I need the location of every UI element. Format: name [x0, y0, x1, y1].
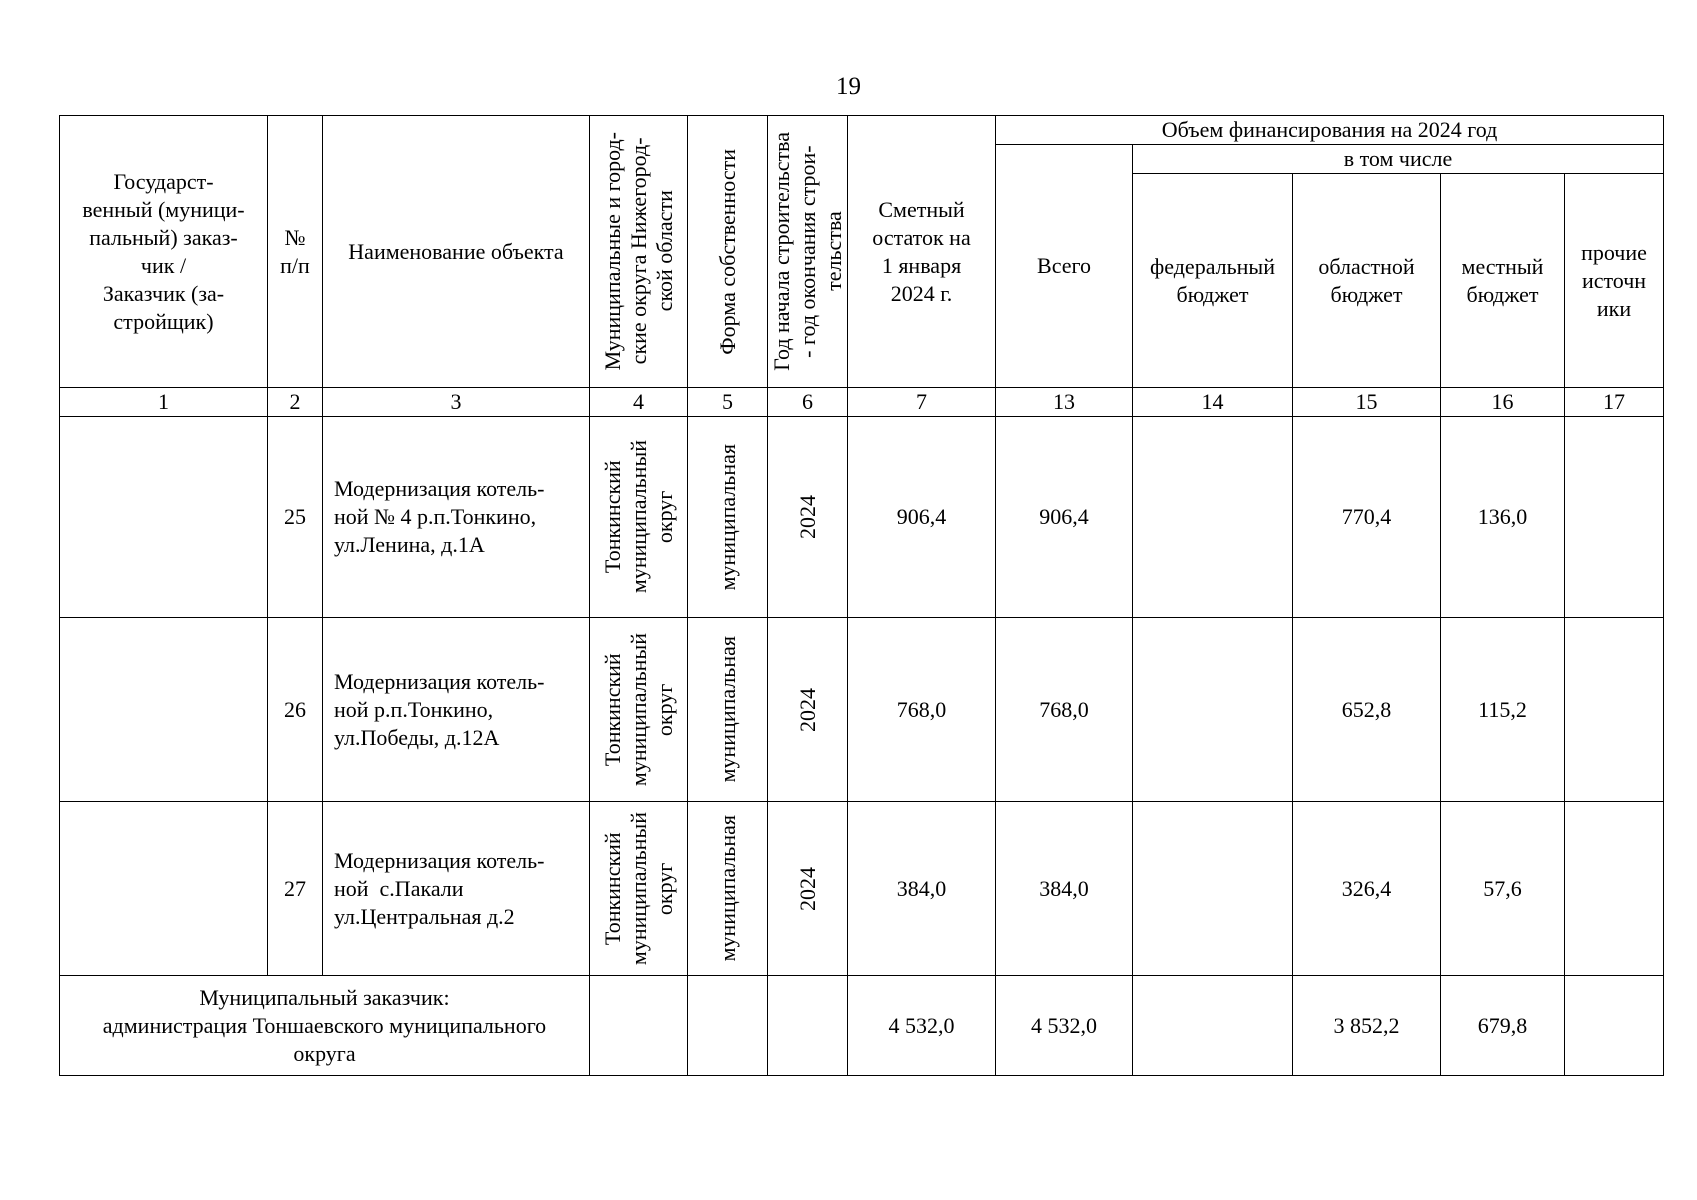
object-name: Модернизация котель- ной с.Пакали ул.Центральная д.2: [323, 802, 590, 976]
federal-cell: [1133, 802, 1293, 976]
header-municipal: Муниципальные и город- ские округа Нижегород- ской области: [590, 116, 688, 388]
summary-other: [1565, 976, 1664, 1076]
column-number: 17: [1565, 388, 1664, 417]
table-row: [60, 802, 1664, 976]
ownership-cell: муниципальная: [688, 417, 768, 618]
summary-local: 679,8: [1441, 976, 1565, 1076]
customer-cell: [60, 417, 268, 618]
column-number: 15: [1293, 388, 1441, 417]
page-number: 19: [836, 73, 861, 100]
header-other: прочие источн ики: [1565, 174, 1664, 388]
table-row: [60, 618, 1664, 802]
regional-cell: 770,4: [1293, 417, 1441, 618]
column-number: 6: [768, 388, 848, 417]
total-cell: 384,0: [996, 802, 1133, 976]
other-cell: [1565, 618, 1664, 802]
ownership-cell: муниципальная: [688, 802, 768, 976]
municipal-cell: Тонкинский муниципальный округ: [590, 417, 688, 618]
header-object-name: Наименование объекта: [323, 116, 590, 388]
summary-estimate: 4 532,0: [848, 976, 996, 1076]
federal-cell: [1133, 618, 1293, 802]
summary-total: 4 532,0: [996, 976, 1133, 1076]
header-local: местный бюджет: [1441, 174, 1565, 388]
row-number: 26: [268, 618, 323, 802]
local-cell: 57,6: [1441, 802, 1565, 976]
row-number: 25: [268, 417, 323, 618]
other-cell: [1565, 802, 1664, 976]
column-number: 14: [1133, 388, 1293, 417]
summary-row: [60, 976, 1664, 1076]
customer-cell: [60, 802, 268, 976]
years-cell: 2024: [768, 802, 848, 976]
header-number: № п/п: [268, 116, 323, 388]
column-number: 16: [1441, 388, 1565, 417]
column-number: 2: [268, 388, 323, 417]
row-number: 27: [268, 802, 323, 976]
column-number: 5: [688, 388, 768, 417]
estimate-cell: 906,4: [848, 417, 996, 618]
financing-table: [59, 115, 1664, 1076]
column-number: 3: [323, 388, 590, 417]
municipal-cell: Тонкинский муниципальный округ: [590, 802, 688, 976]
header-including: в том числе: [1133, 145, 1664, 174]
header-funding-title: Объем финансирования на 2024 год: [996, 116, 1664, 145]
object-name: Модернизация котель- ной № 4 р.п.Тонкино, ул.Ленина, д.1А: [323, 417, 590, 618]
years-cell: 2024: [768, 417, 848, 618]
regional-cell: 326,4: [1293, 802, 1441, 976]
estimate-cell: 384,0: [848, 802, 996, 976]
column-number: 4: [590, 388, 688, 417]
total-cell: 768,0: [996, 618, 1133, 802]
column-number: 1: [60, 388, 268, 417]
local-cell: 136,0: [1441, 417, 1565, 618]
header-regional: областной бюджет: [1293, 174, 1441, 388]
header-federal: федеральный бюджет: [1133, 174, 1293, 388]
regional-cell: 652,8: [1293, 618, 1441, 802]
column-number: 13: [996, 388, 1133, 417]
column-number: 7: [848, 388, 996, 417]
summary-years-cell: [768, 976, 848, 1076]
years-cell: 2024: [768, 618, 848, 802]
header-years: Год начала строительства - год окончания строи- тельства: [768, 116, 848, 388]
summary-label: Муниципальный заказчик: администрация Тоншаевского муниципального округа: [60, 976, 590, 1076]
ownership-cell: муниципальная: [688, 618, 768, 802]
column-number-row: [60, 388, 1664, 417]
customer-cell: [60, 618, 268, 802]
summary-municipal-cell: [590, 976, 688, 1076]
local-cell: 115,2: [1441, 618, 1565, 802]
summary-regional: 3 852,2: [1293, 976, 1441, 1076]
total-cell: 906,4: [996, 417, 1133, 618]
municipal-cell: Тонкинский муниципальный округ: [590, 618, 688, 802]
summary-federal: [1133, 976, 1293, 1076]
header-total: Всего: [996, 145, 1133, 388]
table-row: [60, 417, 1664, 618]
header-row-1: [60, 116, 1664, 145]
header-ownership: Форма собственности: [688, 116, 768, 388]
other-cell: [1565, 417, 1664, 618]
header-customer: Государст- венный (муници- пальный) заказ- чик / Заказчик (за- стройщик): [60, 116, 268, 388]
estimate-cell: 768,0: [848, 618, 996, 802]
header-estimate: Сметный остаток на 1 января 2024 г.: [848, 116, 996, 388]
federal-cell: [1133, 417, 1293, 618]
summary-ownership-cell: [688, 976, 768, 1076]
object-name: Модернизация котель- ной р.п.Тонкино, ул.Победы, д.12А: [323, 618, 590, 802]
